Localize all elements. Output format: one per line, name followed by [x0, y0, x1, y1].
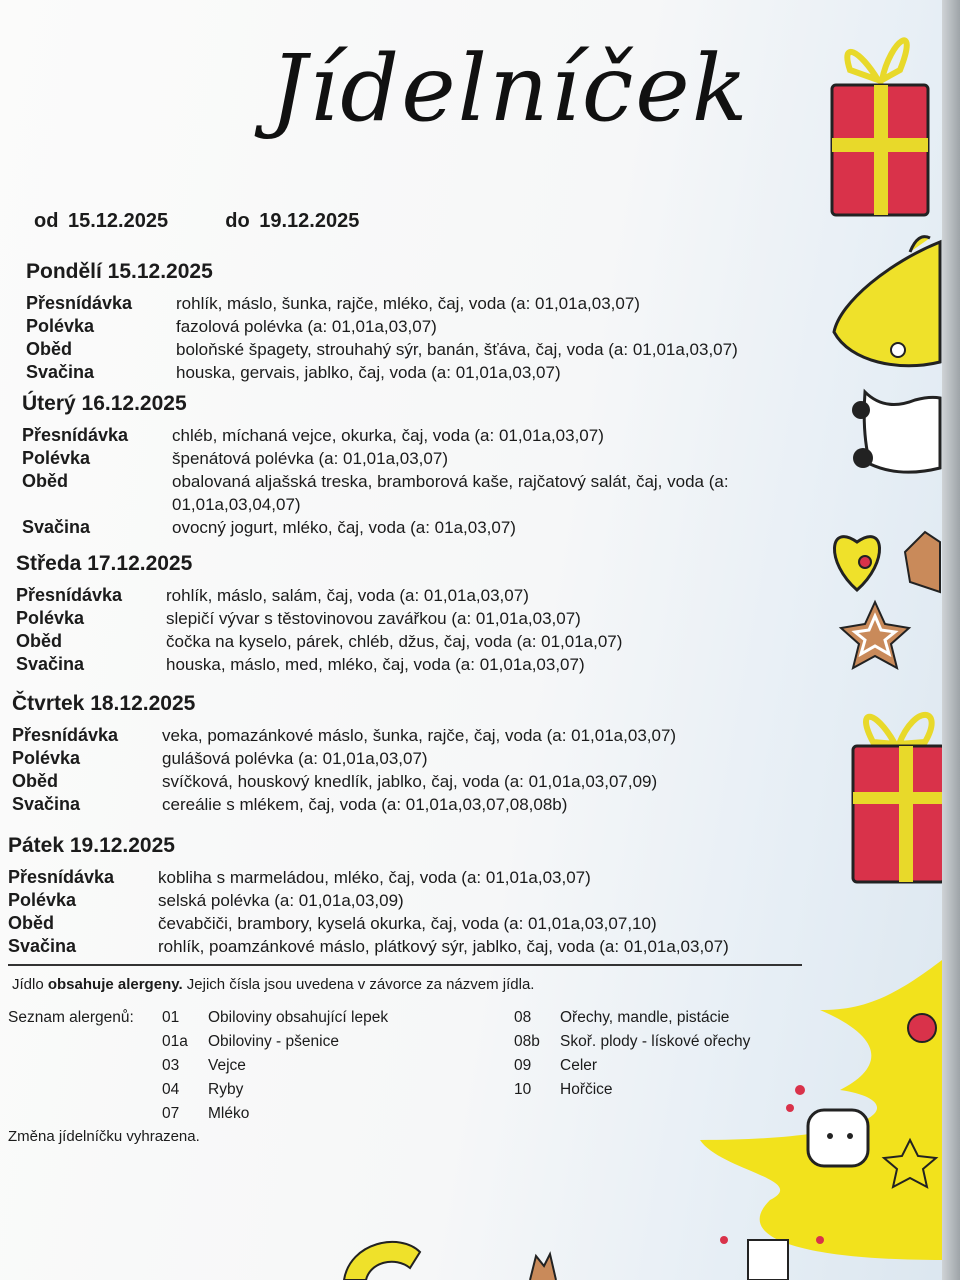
from-date: 15.12.2025 — [68, 210, 169, 232]
handwritten-title — [250, 12, 750, 162]
meal-row — [26, 361, 846, 384]
meal-food: čočka na kyselo, párek, chléb, džus, čaj, voda (a: 01,01a,07) — [166, 632, 623, 651]
meal-name: Přesnídávka — [8, 867, 115, 887]
meal-food: gulášová polévka (a: 01,01a,03,07) — [162, 749, 428, 768]
from-label: od — [34, 210, 59, 232]
fish-icon — [830, 232, 940, 382]
to-label: do — [225, 210, 250, 232]
day-wednesday — [16, 552, 836, 676]
date-range — [34, 210, 363, 233]
allergen-code: 01a — [162, 1033, 188, 1050]
meal-row — [22, 447, 834, 470]
allergen-name: Obiloviny - pšenice — [208, 1033, 339, 1050]
day-monday — [26, 260, 846, 384]
meal-name: Svačina — [16, 654, 85, 674]
cookie-icons — [825, 512, 940, 692]
meal-name: Polévka — [22, 448, 91, 468]
meal-food: rohlík, poamzánkové máslo, plátkový sýr, jablko, čaj, voda (a: 01,01a,03,07) — [158, 937, 729, 956]
meal-food: slepičí vývar s těstovinovou zavářkou (a: 01,01a,03,07) — [166, 609, 581, 628]
day-thursday — [12, 692, 832, 816]
meal-food: kobliha s marmeládou, mléko, čaj, voda (a: 01,01a,03,07) — [158, 868, 591, 887]
allergen-name: Ořechy, mandle, pistácie — [560, 1009, 730, 1026]
meal-name: Svačina — [8, 936, 77, 956]
meal-row — [26, 338, 846, 361]
meal-name: Oběd — [12, 771, 59, 791]
meal-name: Polévka — [16, 608, 85, 628]
meal-name: Přesnídávka — [16, 585, 123, 605]
meal-food: svíčková, houskový knedlík, jablko, čaj, voda (a: 01,01a,03,07,09) — [162, 772, 658, 791]
meal-row — [12, 793, 832, 816]
to-date: 19.12.2025 — [259, 210, 360, 232]
allergen-item — [162, 1006, 388, 1030]
meal-food: fazolová polévka (a: 01,01a,03,07) — [176, 317, 437, 336]
note-bold-text: obsahuje alergeny. — [47, 976, 183, 993]
meal-name: Polévka — [12, 748, 81, 768]
meal-name: Svačina — [12, 794, 81, 814]
meal-food: boloňské špagety, strouhahý sýr, banán, šťáva, čaj, voda (a: 01,01a,03,07) — [176, 340, 738, 359]
meal-row — [8, 866, 878, 889]
allergen-name: Ryby — [208, 1081, 244, 1098]
meal-food: ovocný jogurt, mléko, čaj, voda (a: 01a,03,07) — [172, 518, 516, 537]
page-edge — [942, 0, 960, 1280]
allergen-name: Hořčice — [560, 1081, 613, 1098]
day-heading: Čtvrtek 18.12.2025 — [12, 692, 196, 715]
gift-icon-small — [845, 698, 945, 888]
meal-food: rohlík, máslo, šunka, rajče, mléko, čaj, voda (a: 01,01a,03,07) — [176, 294, 640, 313]
allergen-item — [162, 1078, 388, 1102]
meal-food: rohlík, máslo, salám, čaj, voda (a: 01,01a,03,07) — [166, 586, 529, 605]
meal-row — [26, 315, 846, 338]
allergen-code: 10 — [514, 1081, 532, 1098]
meal-row — [22, 470, 834, 516]
meal-name: Oběd — [26, 339, 73, 359]
allergen-item — [162, 1054, 388, 1078]
day-heading: Pátek 19.12.2025 — [8, 834, 175, 857]
allergen-name: Obiloviny obsahující lepek — [208, 1009, 389, 1026]
meal-row — [12, 770, 832, 793]
title-text: Jídelníček — [270, 35, 750, 142]
allergen-code: 04 — [162, 1081, 180, 1098]
meal-name: Polévka — [8, 890, 77, 910]
meal-row — [26, 292, 846, 315]
divider — [8, 964, 802, 966]
meal-row — [16, 584, 836, 607]
meal-food: chléb, míchaná vejce, okurka, čaj, voda (a: 01,01a,03,07) — [172, 426, 604, 445]
allergen-item — [162, 1030, 388, 1054]
allergen-name: Celer — [560, 1057, 598, 1074]
note-text: Jídlo — [12, 976, 48, 993]
day-tuesday — [22, 392, 834, 539]
meal-food: selská polévka (a: 01,01a,03,09) — [158, 891, 404, 910]
meal-food: houska, gervais, jablko, čaj, voda (a: 01,01a,03,07) — [176, 363, 561, 382]
allergen-name: Skoř. plody - lískové ořechy — [560, 1033, 751, 1050]
day-heading: Středa 17.12.2025 — [16, 552, 193, 575]
meal-row — [8, 912, 878, 935]
allergen-code: 08b — [514, 1033, 540, 1050]
day-heading: Pondělí 15.12.2025 — [26, 260, 213, 283]
meal-name: Oběd — [16, 631, 63, 651]
meal-food: obalovaná aljašská treska, bramborová kaše, rajčatový salát, čaj, voda (a: 01,01a,03,04,07) — [172, 472, 729, 514]
day-heading: Úterý 16.12.2025 — [22, 392, 187, 415]
reindeer-icon — [845, 382, 940, 482]
allergen-code: 08 — [514, 1009, 532, 1026]
meal-name: Polévka — [26, 316, 95, 336]
meal-row — [16, 653, 836, 676]
allergen-name: Vejce — [208, 1057, 246, 1074]
meal-food: veka, pomazánkové máslo, šunka, rajče, čaj, voda (a: 01,01a,03,07) — [162, 726, 677, 745]
allergen-code: 07 — [162, 1105, 180, 1122]
meal-food: cereálie s mlékem, čaj, voda (a: 01,01a,03,07,08,08b) — [162, 795, 568, 814]
meal-food: čevabčiči, brambory, kyselá okurka, čaj, voda (a: 01,01a,03,07,10) — [158, 914, 657, 933]
meal-name: Svačina — [22, 517, 91, 537]
meal-name: Svačina — [26, 362, 95, 382]
menu-change-notice: Změna jídelníčku vyhrazena. — [8, 1128, 200, 1145]
christmas-tree-icon — [690, 940, 942, 1280]
allergen-item — [162, 1102, 388, 1126]
meal-row — [16, 607, 836, 630]
meal-row — [22, 516, 834, 539]
meal-food: houska, máslo, med, mléko, čaj, voda (a: 01,01a,03,07) — [166, 655, 585, 674]
meal-name: Přesnídávka — [12, 725, 119, 745]
bottom-decorations — [340, 1232, 580, 1280]
meal-food: špenátová polévka (a: 01,01a,03,07) — [172, 449, 448, 468]
allergen-list-heading: Seznam alergenů: — [8, 1009, 134, 1026]
meal-row — [22, 424, 834, 447]
allergen-code: 03 — [162, 1057, 180, 1074]
allergen-note — [12, 976, 534, 993]
meal-name: Oběd — [22, 471, 69, 491]
allergen-code: 01 — [162, 1009, 180, 1026]
meal-row — [12, 724, 832, 747]
note-text-end: Jejich čísla jsou uvedena v závorce za názvem jídla. — [182, 976, 535, 993]
meal-name: Oběd — [8, 913, 55, 933]
allergen-name: Mléko — [208, 1105, 250, 1122]
meal-row — [8, 889, 878, 912]
gift-icon — [820, 10, 940, 220]
meal-row — [12, 747, 832, 770]
allergen-column-left — [162, 1006, 388, 1126]
meal-name: Přesnídávka — [22, 425, 129, 445]
meal-row — [16, 630, 836, 653]
allergen-code: 09 — [514, 1057, 532, 1074]
meal-name: Přesnídávka — [26, 293, 133, 313]
